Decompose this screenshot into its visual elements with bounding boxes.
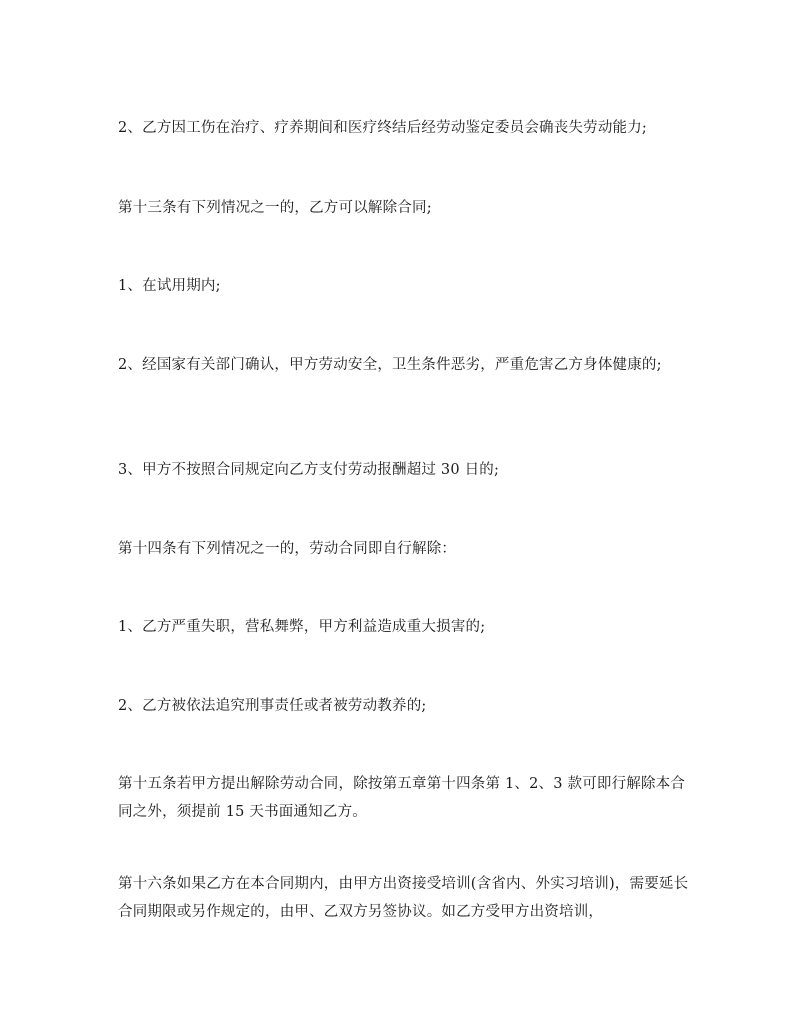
article-15-paragraph: 第十五条若甲方提出解除劳动合同，除按第五章第十四条第 1、2、3 款可即行解除本合同之外，须提前 15 天书面通知乙方。: [118, 776, 686, 820]
article-14-heading: 第十四条有下列情况之一的，劳动合同即自行解除：: [118, 541, 457, 557]
clause-item-work-injury: 2、乙方因工伤在治疗、疗养期间和医疗终结后经劳动鉴定委员会确丧失劳动能力;: [118, 120, 648, 136]
article-13-item-2: 2、经国家有关部门确认，甲方劳动安全，卫生条件恶劣，严重危害乙方身体健康的;: [118, 357, 662, 373]
article-13-item-3: 3、甲方不按照合同规定向乙方支付劳动报酬超过 30 日的;: [118, 462, 500, 478]
article-14-item-1: 1、乙方严重失职，营私舞弊，甲方利益造成重大损害的;: [118, 619, 486, 635]
article-16-paragraph: 第十六条如果乙方在本合同期内，由甲方出资接受培训(含省内、外实习培训)，需要延长合同期限或另作规定的，由甲、乙双方另签协议。如乙方受甲方出资培训，: [118, 876, 689, 920]
article-13-heading: 第十三条有下列情况之一的，乙方可以解除合同;: [118, 200, 432, 216]
article-14-item-2: 2、乙方被依法追究刑事责任或者被劳动教养的;: [118, 698, 427, 714]
article-13-item-1: 1、在试用期内;: [118, 278, 221, 294]
